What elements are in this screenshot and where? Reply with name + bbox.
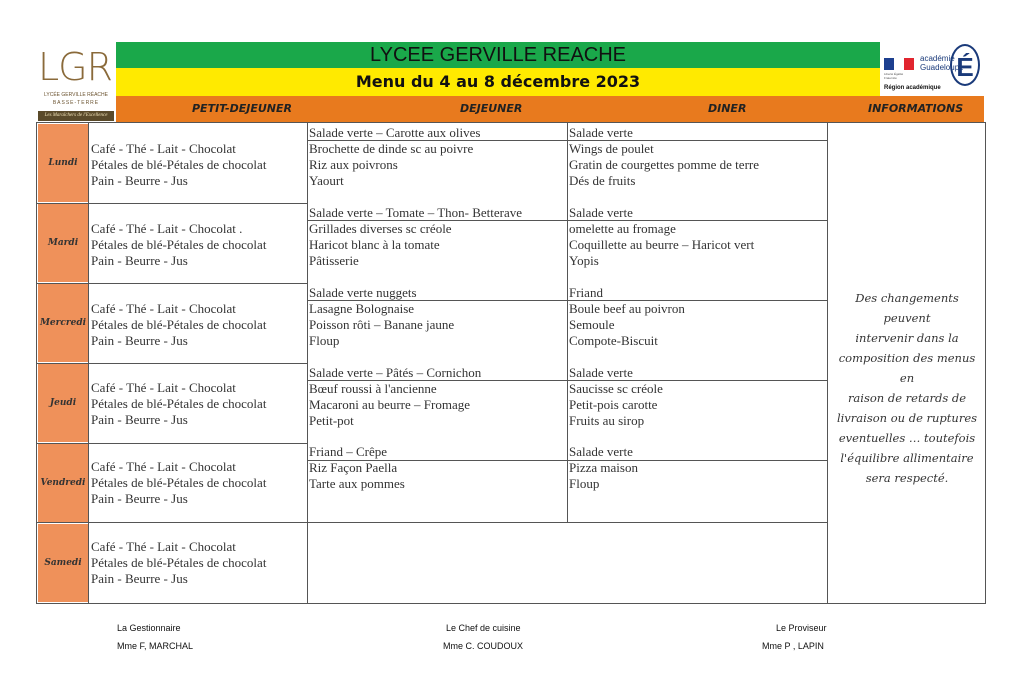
menu-line: Pétales de blé-Pétales de chocolat xyxy=(91,396,267,411)
logo-school-name: LYCÉE GERVILLE RÉACHE xyxy=(43,92,108,98)
menu-line: Friand – Crêpe xyxy=(309,444,387,459)
menu-line: Grillades diverses sc créole xyxy=(309,221,452,236)
grid-line xyxy=(567,122,568,522)
academy-e-icon: É xyxy=(950,44,980,86)
menu-line: Fruits au sirop xyxy=(569,413,645,428)
menu-line: Salade verte xyxy=(569,444,633,459)
menu-line: Salade verte – Pâtés – Cornichon xyxy=(309,365,482,380)
menu-line: Tarte aux pommes xyxy=(309,476,405,491)
info-line: livraison ou de ruptures xyxy=(836,411,978,425)
menu-line: Pâtisserie xyxy=(309,253,359,268)
day-cell-monday xyxy=(38,124,88,202)
day-label: Lundi xyxy=(48,158,78,168)
menu-line: Gratin de courgettes pomme de terre xyxy=(569,157,759,172)
lunch-monday xyxy=(309,125,480,189)
menu-line: Lasagne Bolognaise xyxy=(309,301,415,316)
french-flag-icon xyxy=(884,58,914,70)
menu-line: Saucisse sc créole xyxy=(569,381,663,396)
menu-line: Pain - Beurre - Jus xyxy=(91,173,188,188)
menu-line: Pétales de blé-Pétales de chocolat xyxy=(91,555,267,570)
menu-line: Friand xyxy=(569,285,603,300)
day-cell-friday xyxy=(38,444,88,522)
menu-line: Boule beef au poivron xyxy=(569,301,685,316)
info-line: Des changements peuvent xyxy=(855,291,959,325)
menu-line: Pain - Beurre - Jus xyxy=(91,412,188,427)
menu-line: Pétales de blé-Pétales de chocolat xyxy=(91,475,267,490)
grid-line xyxy=(36,203,308,204)
column-header-information: INFORMATIONS xyxy=(868,102,964,115)
signature-name-chef: Mme C. COUDOUX xyxy=(443,641,524,651)
logo-motto: Les Maraîchers de l'Excellence xyxy=(38,111,114,121)
republic-motto: Liberté Égalité Fraternité xyxy=(884,72,904,80)
menu-line: Pizza maison xyxy=(569,460,638,475)
menu-line: Salade verte xyxy=(569,205,633,220)
menu-line: Café - Thé - Lait - Chocolat xyxy=(91,301,236,316)
breakfast-wednesday xyxy=(91,301,266,349)
breakfast-thursday xyxy=(91,380,266,428)
menu-line: Wings de poulet xyxy=(569,141,654,156)
menu-line: Salade verte – Carotte aux olives xyxy=(309,125,481,140)
menu-line: Semoule xyxy=(569,317,615,332)
logo-town: BASSE-TERRE xyxy=(52,100,100,106)
menu-line: Pain - Beurre - Jus xyxy=(91,253,188,268)
signature-role-chef: Le Chef de cuisine xyxy=(446,623,521,633)
breakfast-saturday xyxy=(91,539,266,587)
menu-line: Café - Thé - Lait - Chocolat . xyxy=(91,221,243,236)
day-label: Mercredi xyxy=(39,318,87,328)
day-cell-wednesday xyxy=(38,284,88,362)
menu-line: Café - Thé - Lait - Chocolat xyxy=(91,141,236,156)
menu-line: omelette au fromage xyxy=(569,221,676,236)
info-line: eventuelles … toutefois xyxy=(838,431,976,445)
menu-line: Pain - Beurre - Jus xyxy=(91,571,188,586)
lunch-friday xyxy=(309,444,405,492)
menu-subtitle: Menu du 4 au 8 décembre 2023 xyxy=(116,68,880,96)
logo-text: LGR xyxy=(38,45,113,89)
menu-line: Pain - Beurre - Jus xyxy=(91,491,188,506)
menu-line: Riz Façon Paella xyxy=(309,460,398,475)
grid-line xyxy=(36,363,308,364)
lunch-tuesday xyxy=(309,205,522,269)
menu-line: Yopis xyxy=(569,253,599,268)
column-header-row xyxy=(116,96,984,122)
menu-line: Café - Thé - Lait - Chocolat xyxy=(91,459,236,474)
menu-line: Bœuf roussi à l'ancienne xyxy=(309,381,437,396)
grid-line xyxy=(827,122,828,604)
menu-line: Brochette de dinde sc au poivre xyxy=(309,141,474,156)
dinner-monday xyxy=(569,125,759,189)
academy-region: Région académique xyxy=(884,85,941,91)
lunch-wednesday xyxy=(309,285,454,349)
menu-line: Macaroni au beurre – Fromage xyxy=(309,397,470,412)
info-line: intervenir dans la xyxy=(855,331,959,345)
menu-line: Coquillette au beurre – Haricot vert xyxy=(569,237,755,252)
menu-line: Yaourt xyxy=(309,173,344,188)
info-line: raison de retards de xyxy=(847,391,967,405)
info-line: sera respecté. xyxy=(865,471,949,485)
info-line: l'équilibre allimentaire xyxy=(840,451,974,465)
info-line: composition des menus en xyxy=(838,351,976,385)
information-note xyxy=(830,288,984,488)
menu-line: Dés de fruits xyxy=(569,173,636,188)
menu-line: Poisson rôti – Banane jaune xyxy=(309,317,455,332)
signature-role-manager: La Gestionnaire xyxy=(117,623,181,633)
academy-name-line1: académie xyxy=(920,54,955,63)
menu-line: Petit-pot xyxy=(309,413,354,428)
academy-name-line2: Guadeloupe xyxy=(920,63,964,72)
menu-line: Café - Thé - Lait - Chocolat xyxy=(91,380,236,395)
signature-name-principal: Mme P , LAPIN xyxy=(762,641,824,651)
menu-line: Compote-Biscuit xyxy=(569,333,658,348)
grid-line xyxy=(36,443,308,444)
signature-name-manager: Mme F, MARCHAL xyxy=(117,641,194,651)
menu-line: Pain - Beurre - Jus xyxy=(91,333,188,348)
dinner-tuesday xyxy=(569,205,754,269)
menu-line: Café - Thé - Lait - Chocolat xyxy=(91,539,236,554)
school-logo xyxy=(36,44,116,122)
day-label: Mardi xyxy=(47,238,79,248)
menu-line: Petit-pois carotte xyxy=(569,397,658,412)
menu-line: Pétales de blé-Pétales de chocolat xyxy=(91,317,267,332)
grid-line xyxy=(36,283,308,284)
menu-line: Pétales de blé-Pétales de chocolat xyxy=(91,157,267,172)
day-label: Vendredi xyxy=(40,478,86,488)
menu-line: Floup xyxy=(309,333,340,348)
menu-line: Haricot blanc à la tomate xyxy=(309,237,440,252)
day-cell-thursday xyxy=(38,364,88,442)
day-cell-tuesday xyxy=(38,204,88,282)
column-header-breakfast: PETIT-DEJEUNER xyxy=(192,102,292,115)
menu-title: LYCEE GERVILLE REACHE xyxy=(116,42,880,68)
menu-line: Salade verte xyxy=(569,125,633,140)
menu-line: Floup xyxy=(569,476,600,491)
breakfast-friday xyxy=(91,459,266,507)
day-label: Samedi xyxy=(44,558,82,568)
lunch-thursday xyxy=(309,365,481,429)
dinner-wednesday xyxy=(569,285,685,349)
menu-line: Salade verte xyxy=(569,365,633,380)
academy-logo xyxy=(880,42,984,96)
dinner-friday xyxy=(569,444,638,492)
column-header-dinner: DINER xyxy=(708,102,747,115)
menu-line: Salade verte – Tomate – Thon- Betterave xyxy=(309,205,523,220)
column-header-lunch: DEJEUNER xyxy=(460,102,523,115)
menu-line: Salade verte nuggets xyxy=(309,285,417,300)
dinner-thursday xyxy=(569,365,663,429)
signature-role-principal: Le Proviseur xyxy=(776,623,827,633)
breakfast-tuesday xyxy=(91,221,266,269)
grid-line xyxy=(36,522,828,523)
menu-line: Pétales de blé-Pétales de chocolat xyxy=(91,237,267,252)
day-label: Jeudi xyxy=(49,398,77,408)
breakfast-monday xyxy=(91,141,266,189)
day-cell-saturday xyxy=(38,524,88,602)
menu-line: Riz aux poivrons xyxy=(309,157,398,172)
